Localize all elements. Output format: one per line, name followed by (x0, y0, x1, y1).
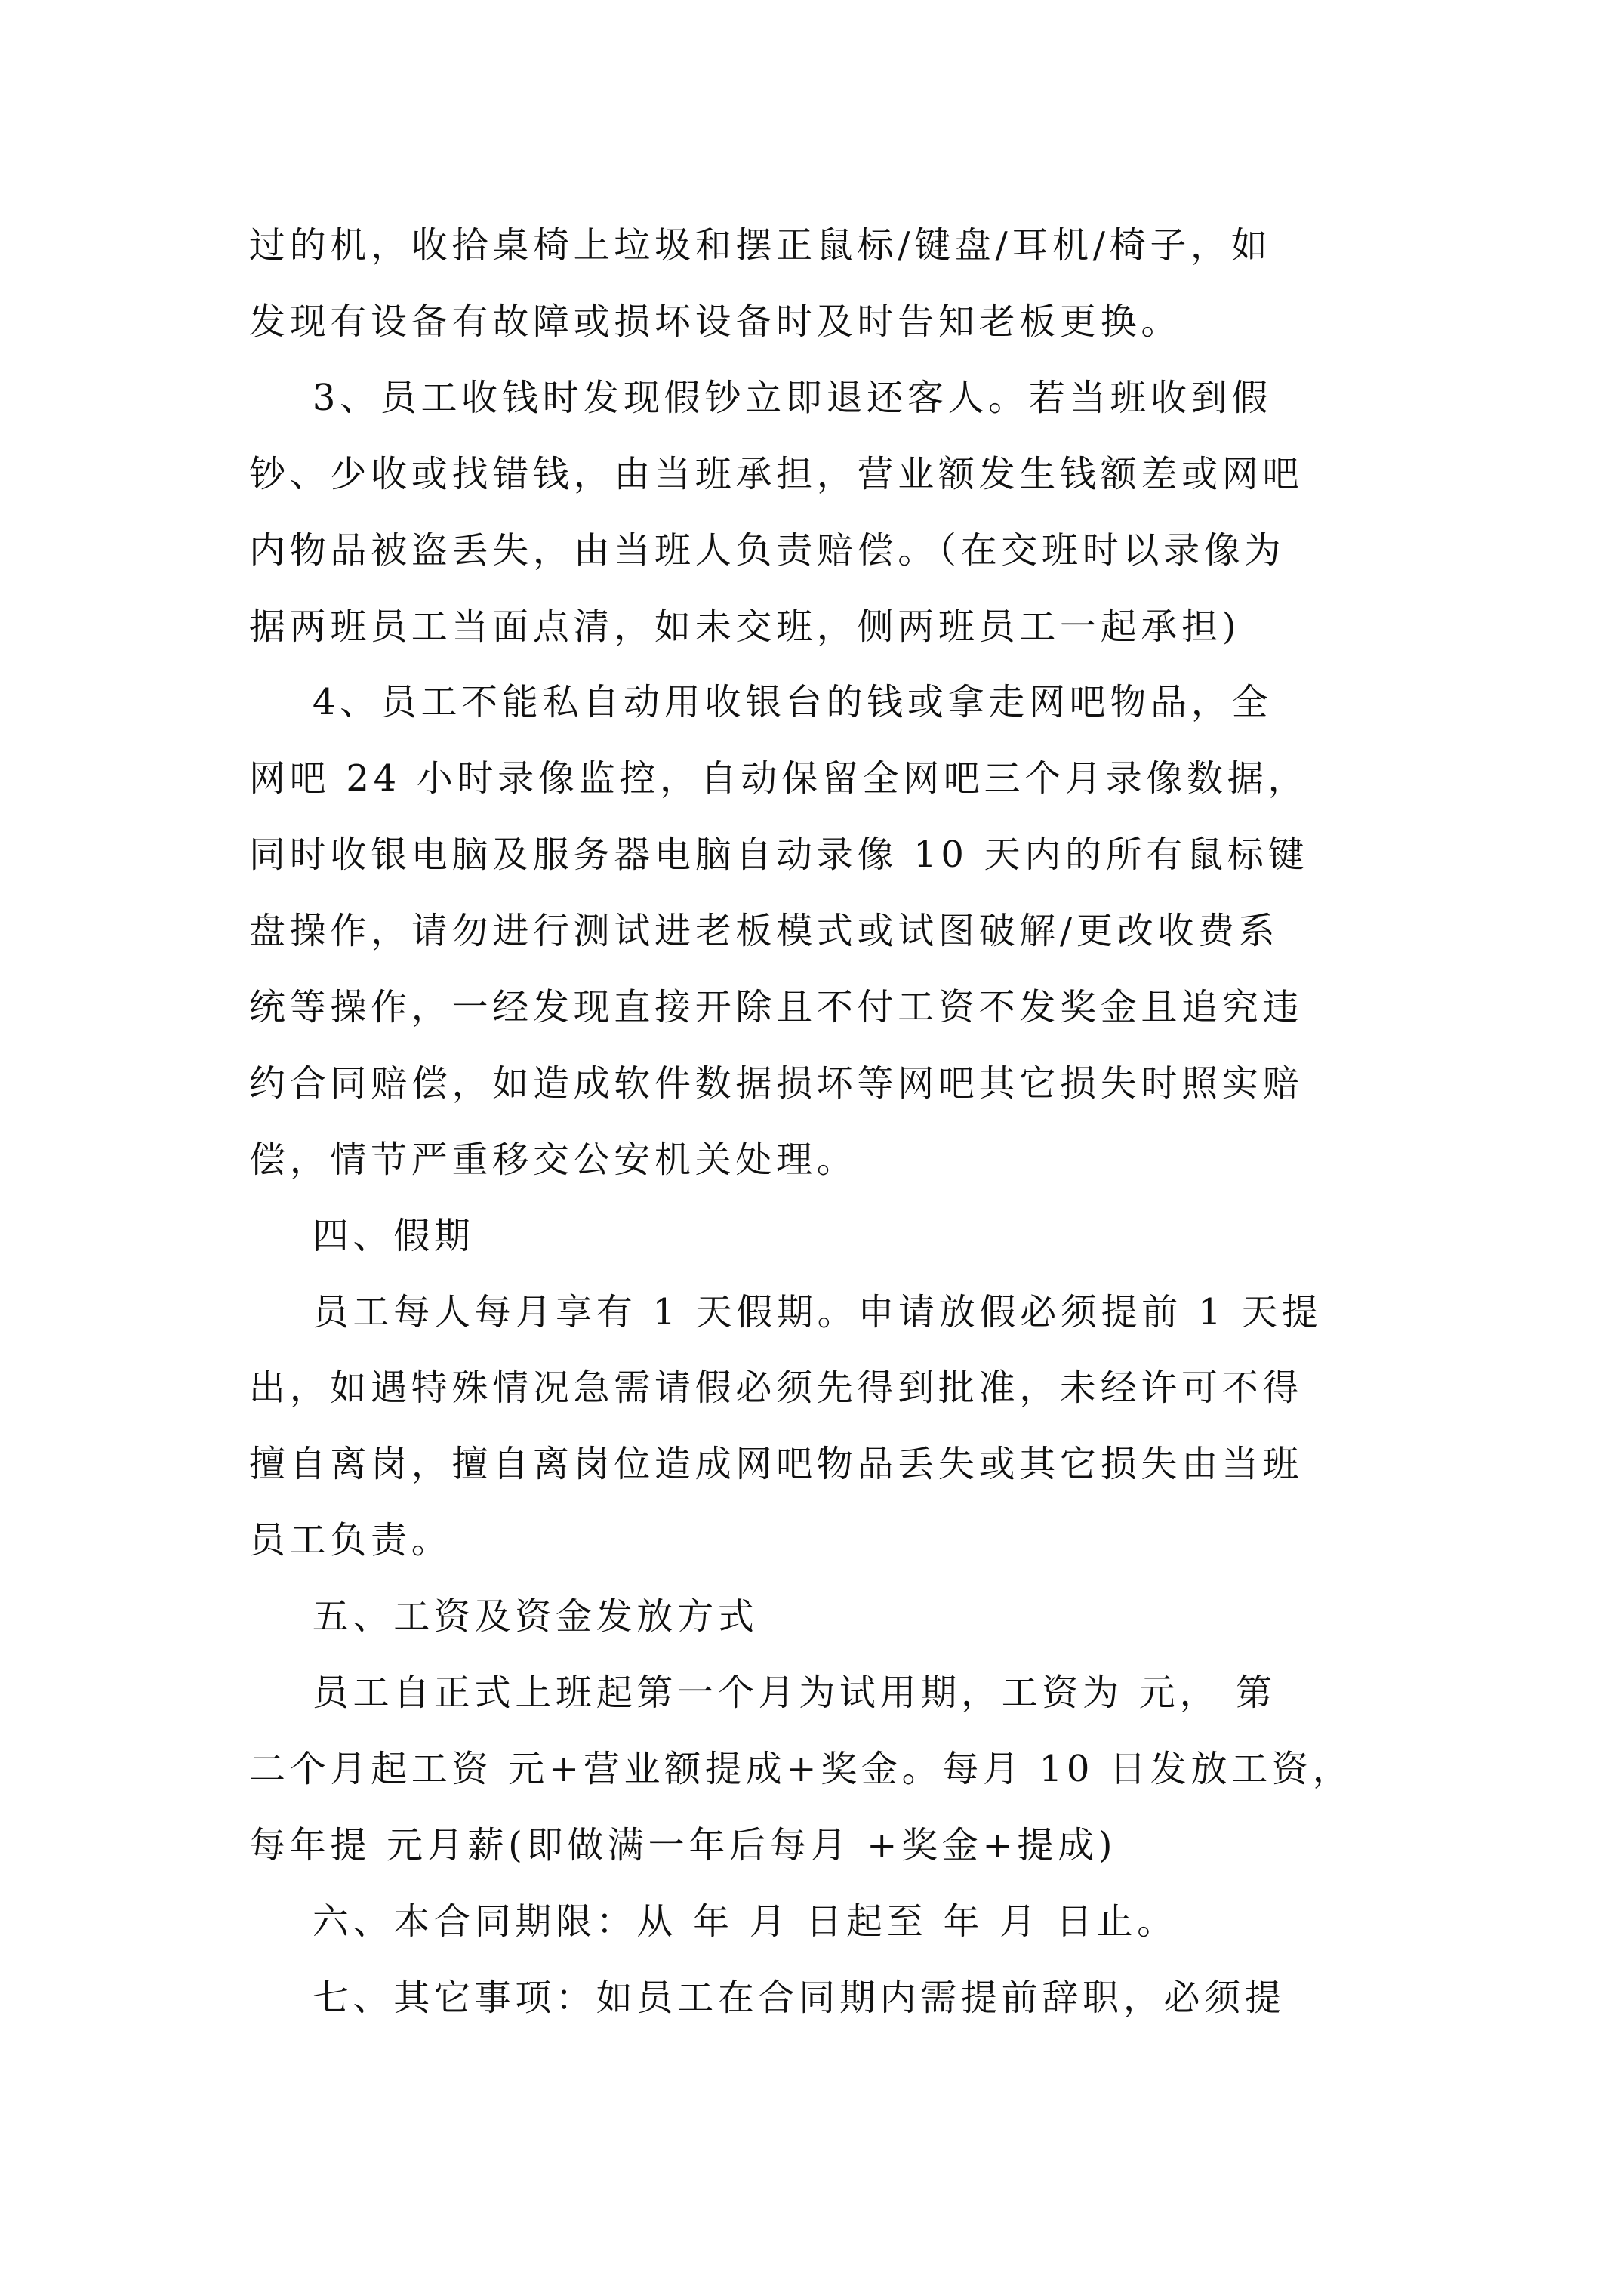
section-heading: 五、工资及资金发放方式 (249, 1595, 759, 1638)
text-line: 每年提 元月薪(即做满一年后每月 +奖金+提成) (249, 1824, 1117, 1866)
section-heading: 七、其它事项：如员工在合同期内需提前辞职，必须提 (249, 1977, 1286, 2019)
text-line: 内物品被盗丢失，由当班人负责赔偿。（在交班时以录像为 (249, 529, 1286, 572)
text-line: 据两班员工当面点清，如未交班，侧两班员工一起承担) (249, 606, 1241, 648)
text-line: 出，如遇特殊情况急需请假必须先得到批准，未经许可不得 (249, 1367, 1304, 1409)
text-line: 二个月起工资 元+营业额提成+奖金。每月 10 日发放工资， (249, 1748, 1354, 1790)
text-line: 同时收银电脑及服务器电脑自动录像 10 天内的所有鼠标键 (249, 834, 1309, 876)
text-line: 员工自正式上班起第一个月为试用期，工资为 元， 第 (249, 1672, 1277, 1714)
text-line: 钞、少收或找错钱，由当班承担，营业额发生钱额差或网吧 (249, 453, 1304, 495)
text-line: 过的机，收拾桌椅上垃圾和摆正鼠标/键盘/耳机/椅子，如 (249, 224, 1272, 267)
text-line: 员工负责。 (249, 1519, 452, 1561)
section-heading: 四、假期 (249, 1215, 475, 1257)
text-line: 网吧 24 小时录像监控，自动保留全网吧三个月录像数据， (249, 757, 1309, 800)
text-line: 盘操作，请勿进行测试进老板模式或试图破解/更改收费系 (249, 910, 1280, 952)
text-line: 约合同赔偿，如造成软件数据损坏等网吧其它损失时照实赔 (249, 1062, 1304, 1105)
text-line: 3、员工收钱时发现假钞立即退还客人。若当班收到假 (249, 377, 1273, 419)
text-line: 统等操作，一经发现直接开除且不付工资不发奖金且追究违 (249, 986, 1304, 1028)
text-line: 发现有设备有故障或损坏设备时及时告知老板更换。 (249, 300, 1182, 343)
text-line: 4、员工不能私自动用收银台的钱或拿走网吧物品，全 (249, 681, 1273, 723)
text-line: 擅自离岗，擅自离岗位造成网吧物品丢失或其它损失由当班 (249, 1443, 1304, 1485)
text-line: 偿，情节严重移交公安机关处理。 (249, 1139, 858, 1181)
text-line: 员工每人每月享有 1 天假期。申请放假必须提前 1 天提 (249, 1291, 1323, 1333)
section-heading: 六、本合同期限：从 年 月 日起至 年 月 日止。 (249, 1900, 1178, 1943)
